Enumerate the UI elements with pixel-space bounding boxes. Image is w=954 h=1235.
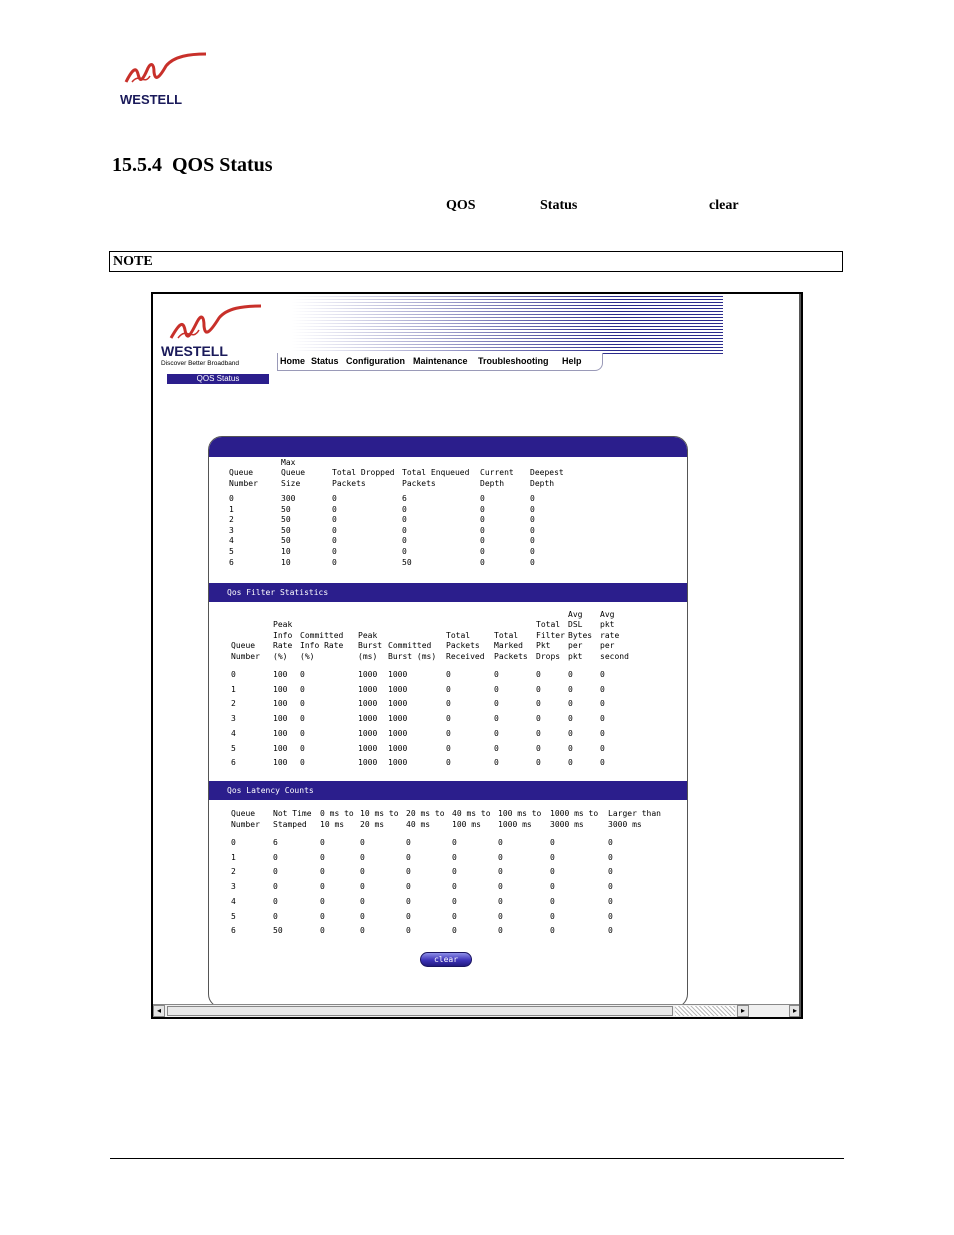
table-cell: 0 xyxy=(550,838,555,847)
table-cell: 0 xyxy=(231,838,236,847)
table-cell: 0 xyxy=(406,896,411,906)
table-cell: 0 xyxy=(320,926,325,936)
table-cell: 0 xyxy=(494,758,499,768)
panel-header xyxy=(209,437,687,457)
table-cell: 0 xyxy=(530,494,535,503)
column-header: Peak Info Rate (%) xyxy=(273,620,293,661)
table-cell: 100 xyxy=(273,699,288,709)
keyword-clear: clear xyxy=(709,198,739,213)
table-cell: 0 xyxy=(300,758,305,768)
table-cell: 0 xyxy=(568,699,573,709)
table-cell: 0 xyxy=(320,911,325,921)
table-cell: 0 xyxy=(402,515,407,525)
table-cell: 0 xyxy=(568,743,573,753)
table-cell: 0 xyxy=(568,714,573,724)
column-header: Queue Number xyxy=(231,809,260,829)
table-cell: 1000 xyxy=(388,728,408,738)
table-cell: 0 xyxy=(231,670,236,679)
table-cell: 4 xyxy=(231,728,236,738)
table-cell: 0 xyxy=(536,670,541,679)
table-cell: 100 xyxy=(273,670,288,679)
table-cell: 3 xyxy=(231,882,236,892)
table-cell: 6 xyxy=(402,494,407,503)
table-cell: 0 xyxy=(480,515,485,525)
table-cell: 0 xyxy=(452,867,457,877)
table-cell: 0 xyxy=(360,867,365,877)
table-cell: 0 xyxy=(452,896,457,906)
table-cell: 0 xyxy=(446,758,451,768)
table-cell: 0 xyxy=(452,926,457,936)
table-cell: 0 xyxy=(360,882,365,892)
keyword-qos: QOS xyxy=(446,198,476,213)
horizontal-scrollbar[interactable] xyxy=(153,1004,801,1018)
table-cell: 0 xyxy=(494,699,499,709)
table-cell: 0 xyxy=(498,911,503,921)
table-cell: 0 xyxy=(600,728,605,738)
table-cell: 100 xyxy=(273,743,288,753)
table-cell: 1 xyxy=(231,852,236,862)
table-cell: 0 xyxy=(402,536,407,546)
table-cell: 2 xyxy=(231,699,236,709)
nav-help[interactable]: Help xyxy=(562,356,582,366)
latency-counts-title: Qos Latency Counts xyxy=(227,786,314,795)
table-cell: 0 xyxy=(536,728,541,738)
table-cell: 0 xyxy=(452,852,457,862)
column-header: 100 ms to 1000 ms xyxy=(498,809,542,829)
table-cell: 0 xyxy=(568,670,573,679)
table-cell: 0 xyxy=(273,867,278,877)
table-cell: 50 xyxy=(281,504,291,514)
note-label: NOTE xyxy=(113,254,153,269)
column-header: Larger than 3000 ms xyxy=(608,809,661,829)
table-cell: 10 xyxy=(281,547,291,556)
table-cell: 0 xyxy=(536,743,541,753)
table-cell: 300 xyxy=(281,494,296,503)
table-cell: 0 xyxy=(452,838,457,847)
table-cell: 0 xyxy=(300,714,305,724)
table-cell: 0 xyxy=(406,838,411,847)
table-cell: 5 xyxy=(231,743,236,753)
table-cell: 0 xyxy=(498,867,503,877)
table-cell: 5 xyxy=(231,911,236,921)
table-cell: 0 xyxy=(300,728,305,738)
scroll-right-end-icon[interactable]: ▸ xyxy=(789,1005,801,1017)
table-cell: 0 xyxy=(480,557,485,567)
table-cell: 0 xyxy=(300,699,305,709)
table-cell: 0 xyxy=(608,852,613,862)
table-cell: 0 xyxy=(498,896,503,906)
table-cell: 0 xyxy=(494,684,499,694)
table-cell: 0 xyxy=(406,882,411,892)
table-cell: 0 xyxy=(600,743,605,753)
table-cell: 0 xyxy=(536,758,541,768)
table-cell: 0 xyxy=(300,684,305,694)
qos-panel xyxy=(208,436,688,1008)
column-header: 0 ms to 10 ms xyxy=(320,809,354,829)
column-header: Committed Burst (ms) xyxy=(388,641,437,661)
table-cell: 0 xyxy=(600,670,605,679)
table-cell: 0 xyxy=(360,911,365,921)
table-cell: 6 xyxy=(231,758,236,768)
column-header: Total Enqueued Packets xyxy=(402,468,470,488)
table-cell: 1000 xyxy=(358,714,378,724)
column-header: Total Filter Pkt Drops xyxy=(536,620,565,661)
column-header: 40 ms to 100 ms xyxy=(452,809,491,829)
table-cell: 0 xyxy=(550,852,555,862)
nav-troubleshooting[interactable]: Troubleshooting xyxy=(478,356,549,366)
table-cell: 0 xyxy=(600,684,605,694)
table-cell: 0 xyxy=(300,743,305,753)
table-cell: 0 xyxy=(360,852,365,862)
logo-wordmark: WESTELL xyxy=(161,343,228,359)
table-cell: 100 xyxy=(273,728,288,738)
table-cell: 1000 xyxy=(388,699,408,709)
nav-status[interactable]: Status xyxy=(311,356,339,366)
column-header: Total Packets Received xyxy=(446,630,485,661)
table-cell: 0 xyxy=(332,547,337,556)
table-cell: 0 xyxy=(600,758,605,768)
column-header: 20 ms to 40 ms xyxy=(406,809,445,829)
table-cell: 1000 xyxy=(358,743,378,753)
scroll-track[interactable] xyxy=(675,1006,735,1016)
table-cell: 0 xyxy=(608,896,613,906)
table-cell: 2 xyxy=(231,867,236,877)
table-cell: 0 xyxy=(498,838,503,847)
table-cell: 0 xyxy=(402,504,407,514)
table-cell: 0 xyxy=(600,714,605,724)
table-cell: 0 xyxy=(608,926,613,936)
nav-home[interactable]: Home xyxy=(280,356,306,366)
westell-logo xyxy=(161,302,265,368)
column-header: Peak Burst (ms) xyxy=(358,630,383,661)
column-header: Deepest Depth xyxy=(530,468,564,488)
scroll-thumb[interactable] xyxy=(167,1006,673,1016)
table-cell: 0 xyxy=(452,882,457,892)
table-cell: 0 xyxy=(530,536,535,546)
table-cell: 3 xyxy=(229,525,234,535)
note-box xyxy=(109,251,843,272)
table-cell: 0 xyxy=(446,728,451,738)
tab-qos-status[interactable]: QOS Status xyxy=(167,374,269,384)
window-edge xyxy=(799,294,801,1017)
logo-wordmark: WESTELL xyxy=(120,92,183,107)
westell-logo xyxy=(118,52,208,108)
section-heading xyxy=(112,154,273,177)
filter-stats-title: Qos Filter Statistics xyxy=(227,588,329,597)
table-cell: 1000 xyxy=(388,684,408,694)
header-banner xyxy=(292,296,723,354)
table-cell: 6 xyxy=(231,926,236,936)
table-cell: 0 xyxy=(320,882,325,892)
table-cell: 0 xyxy=(402,525,407,535)
column-header: Avg pkt rate per second xyxy=(600,609,629,661)
table-cell: 0 xyxy=(530,515,535,525)
table-cell: 50 xyxy=(281,515,291,525)
table-cell: 0 xyxy=(498,852,503,862)
table-cell: 0 xyxy=(498,926,503,936)
table-cell: 0 xyxy=(480,494,485,503)
table-cell: 0 xyxy=(446,714,451,724)
footer-rule xyxy=(110,1158,844,1159)
table-cell: 50 xyxy=(281,536,291,546)
table-cell: 0 xyxy=(550,896,555,906)
column-header: Committed Info Rate (%) xyxy=(300,630,344,661)
table-cell: 0 xyxy=(332,536,337,546)
table-cell: 1000 xyxy=(358,670,378,679)
table-cell: 0 xyxy=(300,670,305,679)
table-cell: 50 xyxy=(281,525,291,535)
table-cell: 0 xyxy=(494,714,499,724)
table-cell: 1000 xyxy=(358,728,378,738)
clear-button[interactable]: clear xyxy=(420,952,472,967)
table-cell: 0 xyxy=(273,911,278,921)
qos-status-screenshot xyxy=(151,292,803,1019)
column-header: Max Queue Size xyxy=(281,457,306,488)
table-cell: 10 xyxy=(281,557,291,567)
table-cell: 6 xyxy=(229,557,234,567)
nav-configuration[interactable]: Configuration xyxy=(346,356,405,366)
table-cell: 0 xyxy=(446,684,451,694)
table-cell: 0 xyxy=(320,838,325,847)
section-number: 15.5.4 xyxy=(112,154,162,176)
table-cell: 0 xyxy=(494,670,499,679)
table-cell: 6 xyxy=(273,838,278,847)
table-cell: 0 xyxy=(568,684,573,694)
table-cell: 0 xyxy=(402,547,407,556)
scroll-left-icon[interactable]: ◂ xyxy=(153,1005,165,1017)
table-cell: 1 xyxy=(229,504,234,514)
table-cell: 0 xyxy=(530,547,535,556)
nav-maintenance[interactable]: Maintenance xyxy=(413,356,468,366)
table-cell: 0 xyxy=(360,896,365,906)
table-cell: 0 xyxy=(320,852,325,862)
table-cell: 0 xyxy=(600,699,605,709)
table-cell: 0 xyxy=(360,926,365,936)
table-cell: 0 xyxy=(536,714,541,724)
column-header: 1000 ms to 3000 ms xyxy=(550,809,599,829)
table-cell: 3 xyxy=(231,714,236,724)
table-cell: 0 xyxy=(446,699,451,709)
table-cell: 0 xyxy=(320,867,325,877)
table-cell: 1000 xyxy=(358,684,378,694)
table-cell: 0 xyxy=(320,896,325,906)
section-title: QOS Status xyxy=(172,154,273,176)
table-cell: 0 xyxy=(480,536,485,546)
table-cell: 1000 xyxy=(358,758,378,768)
table-cell: 0 xyxy=(550,867,555,877)
table-cell: 0 xyxy=(332,504,337,514)
filter-stats-header xyxy=(209,583,687,602)
table-cell: 50 xyxy=(273,926,283,936)
table-cell: 0 xyxy=(406,926,411,936)
table-cell: 0 xyxy=(360,838,365,847)
table-cell: 0 xyxy=(530,557,535,567)
table-cell: 0 xyxy=(608,911,613,921)
table-cell: 4 xyxy=(231,896,236,906)
table-cell: 0 xyxy=(550,911,555,921)
column-header: Avg DSL Bytes per pkt xyxy=(568,609,593,661)
table-cell: 50 xyxy=(402,557,412,567)
table-cell: 5 xyxy=(229,547,234,556)
table-cell: 1 xyxy=(231,684,236,694)
table-cell: 0 xyxy=(452,911,457,921)
table-cell: 0 xyxy=(550,882,555,892)
table-cell: 0 xyxy=(273,896,278,906)
table-cell: 0 xyxy=(608,867,613,877)
latency-counts-header xyxy=(209,781,687,800)
column-header: Queue Number xyxy=(231,641,260,661)
table-cell: 0 xyxy=(530,525,535,535)
table-cell: 0 xyxy=(332,557,337,567)
column-header: Current Depth xyxy=(480,468,514,488)
table-cell: 100 xyxy=(273,684,288,694)
table-cell: 100 xyxy=(273,758,288,768)
table-cell: 0 xyxy=(332,515,337,525)
table-cell: 0 xyxy=(494,743,499,753)
table-cell: 0 xyxy=(406,852,411,862)
table-cell: 1000 xyxy=(388,714,408,724)
column-header: Total Marked Packets xyxy=(494,630,528,661)
column-header: 10 ms to 20 ms xyxy=(360,809,399,829)
table-cell: 0 xyxy=(446,743,451,753)
table-cell: 0 xyxy=(446,670,451,679)
table-cell: 0 xyxy=(332,494,337,503)
table-cell: 1000 xyxy=(388,743,408,753)
table-cell: 0 xyxy=(498,882,503,892)
table-cell: 100 xyxy=(273,714,288,724)
column-header: Not Time Stamped xyxy=(273,809,312,829)
table-cell: 0 xyxy=(608,838,613,847)
table-cell: 0 xyxy=(608,882,613,892)
column-header: Queue Number xyxy=(229,468,258,488)
scroll-right-icon[interactable]: ▸ xyxy=(737,1005,749,1017)
table-cell: 1000 xyxy=(358,699,378,709)
table-cell: 0 xyxy=(568,758,573,768)
table-cell: 0 xyxy=(536,684,541,694)
table-cell: 4 xyxy=(229,536,234,546)
table-cell: 1000 xyxy=(388,758,408,768)
table-cell: 0 xyxy=(494,728,499,738)
table-cell: 0 xyxy=(229,494,234,503)
logo-tagline: Discover Better Broadband xyxy=(161,360,240,367)
table-cell: 0 xyxy=(536,699,541,709)
table-cell: 0 xyxy=(550,926,555,936)
table-cell: 0 xyxy=(568,728,573,738)
table-cell: 0 xyxy=(480,504,485,514)
table-cell: 0 xyxy=(273,882,278,892)
table-cell: 1000 xyxy=(388,670,408,679)
table-cell: 0 xyxy=(480,525,485,535)
table-cell: 0 xyxy=(406,911,411,921)
table-cell: 0 xyxy=(406,867,411,877)
table-cell: 2 xyxy=(229,515,234,525)
table-cell: 0 xyxy=(530,504,535,514)
keyword-status: Status xyxy=(540,198,578,213)
table-cell: 0 xyxy=(480,547,485,556)
column-header: Total Dropped Packets xyxy=(332,468,395,488)
table-cell: 0 xyxy=(273,852,278,862)
table-cell: 0 xyxy=(332,525,337,535)
